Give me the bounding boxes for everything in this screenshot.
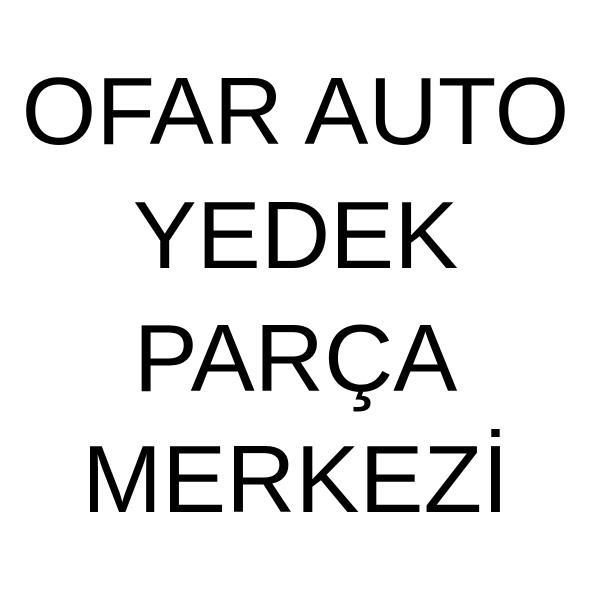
text-line-4: MERKEZİ	[82, 426, 509, 533]
text-line-3: PARÇA	[133, 305, 458, 412]
text-line-1: OFAR AUTO	[21, 58, 570, 165]
text-line-2: YEDEK	[132, 182, 459, 289]
